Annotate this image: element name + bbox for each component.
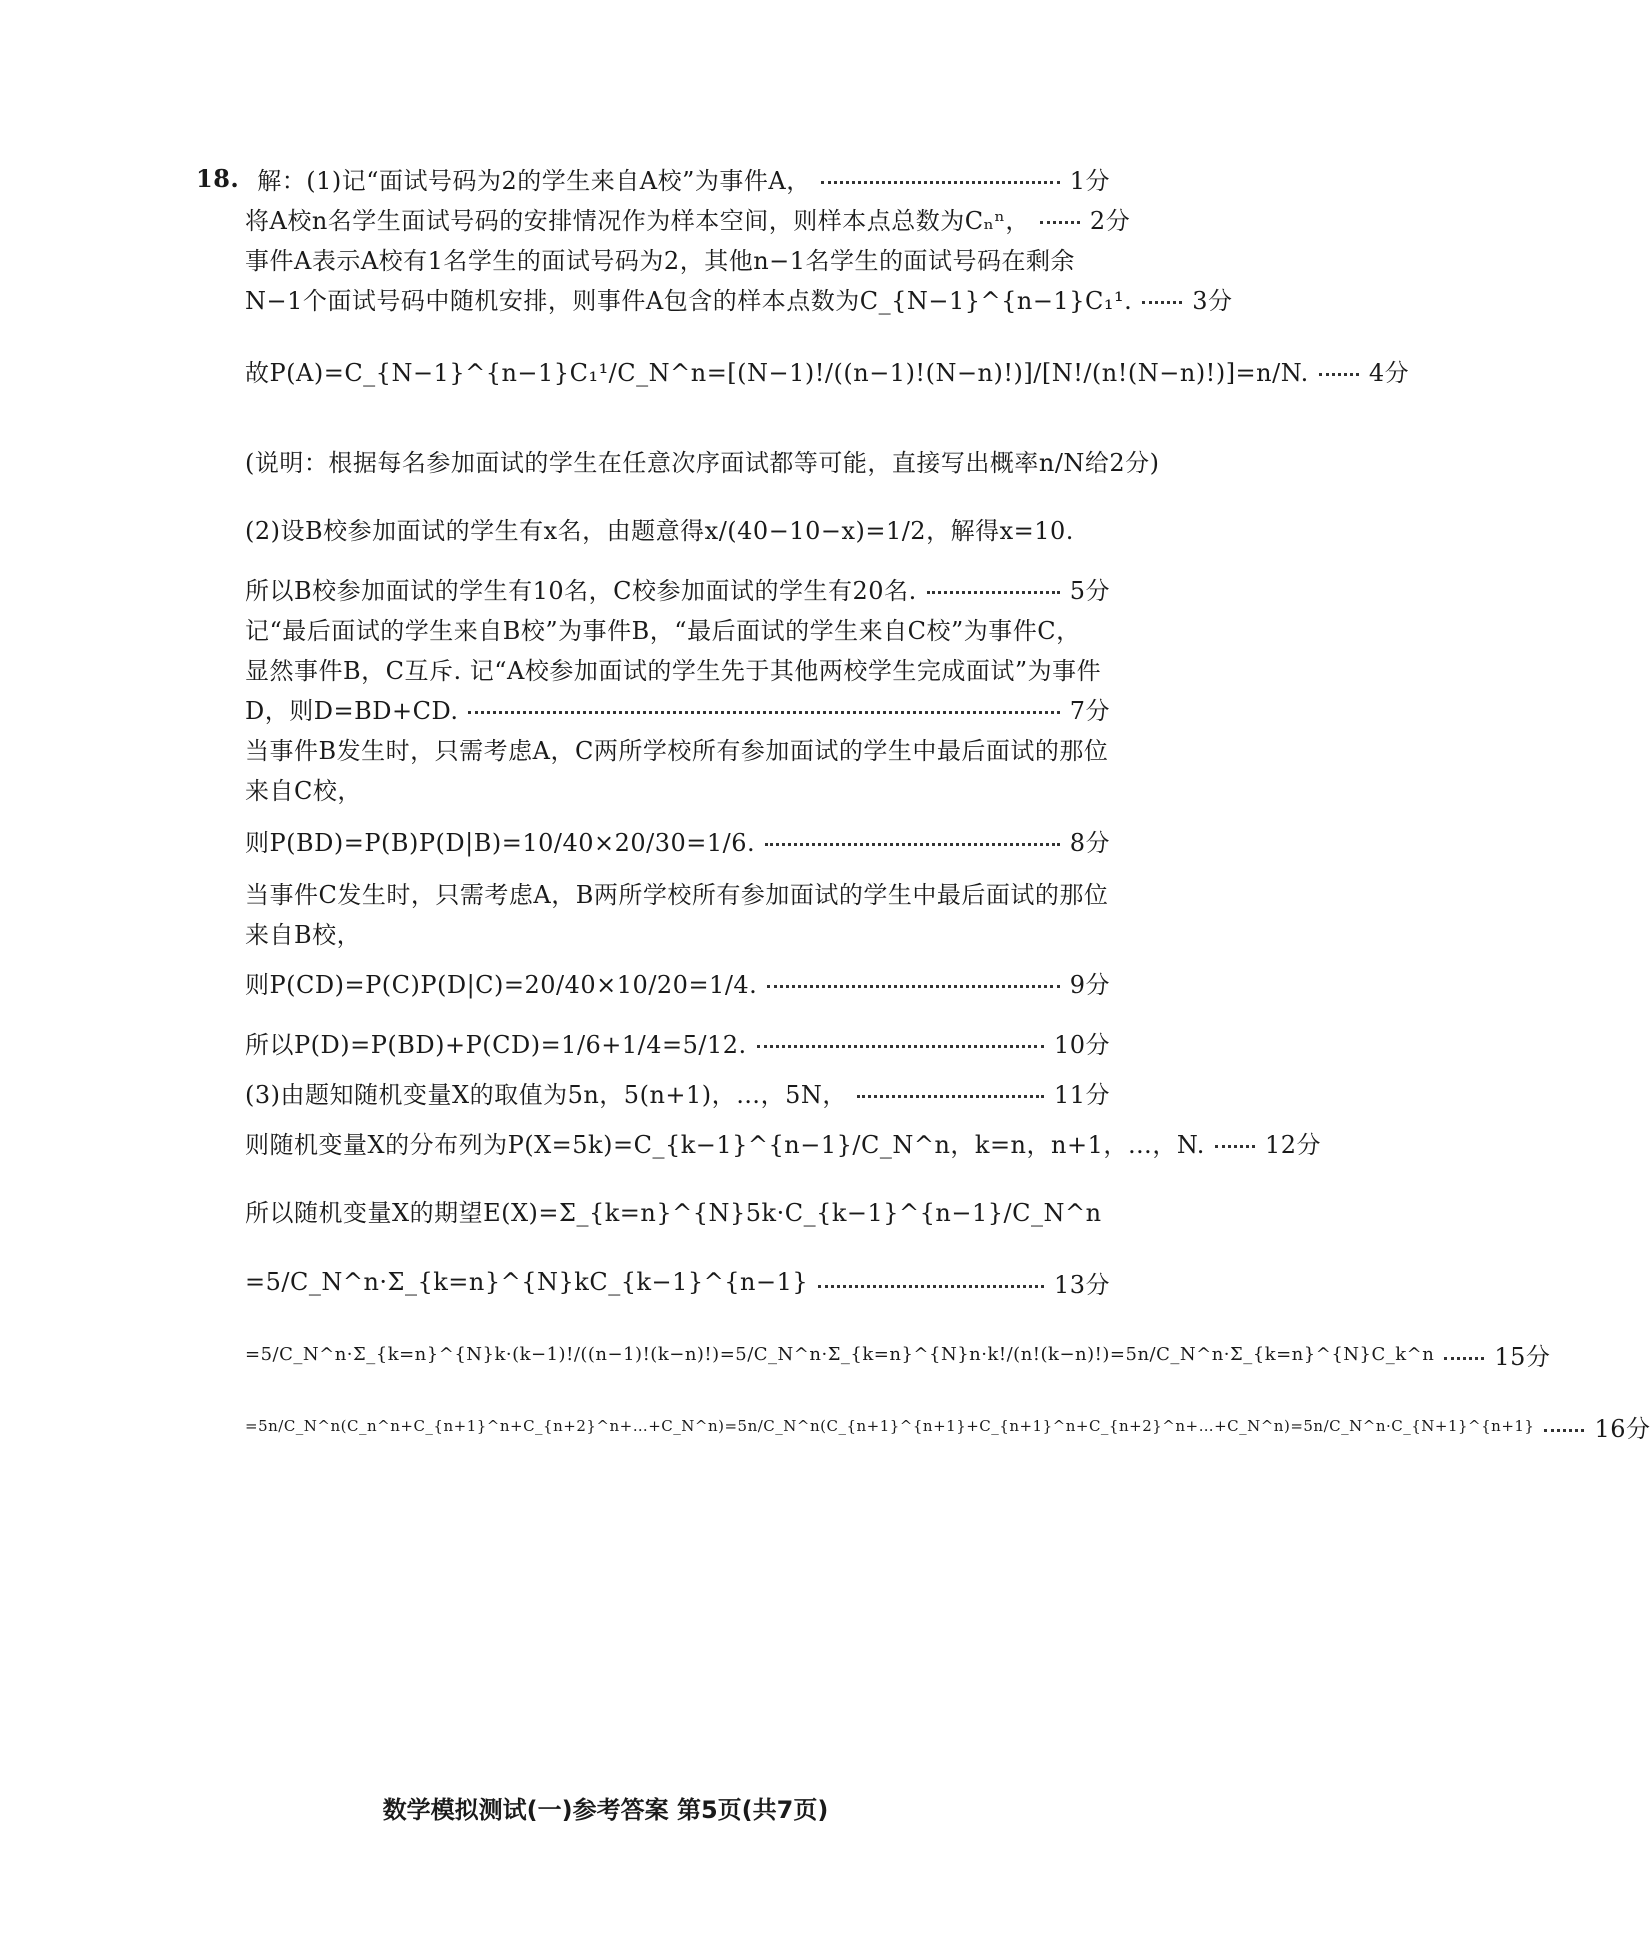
note-line: (说明：根据每名参加面试的学生在任意次序面试都等可能，直接写出概率n/N给2分) bbox=[245, 448, 1160, 477]
problem-number: 18. bbox=[196, 163, 240, 193]
solution-line: 所以B校参加面试的学生有10名，C校参加面试的学生有20名. 5分 bbox=[245, 568, 1110, 608]
score: 7分 bbox=[1069, 696, 1110, 725]
solution-line: N−1个面试号码中随机安排，则事件A包含的样本点数为C_{N−1}^{n−1}C₁¹. 3分 bbox=[245, 278, 1110, 318]
solution-line: 将A校n名学生面试号码的安排情况作为样本空间，则样本点总数为Cₙⁿ， 2分 bbox=[245, 198, 1110, 238]
score: 10分 bbox=[1053, 1030, 1110, 1059]
formula-line: 则P(BD)=P(B)P(D|B)=10/40×20/30=1/6. 8分 bbox=[245, 820, 1110, 860]
score: 5分 bbox=[1069, 576, 1110, 605]
solution-line: 当事件C发生时，只需考虑A，B两所学校所有参加面试的学生中最后面试的那位 bbox=[245, 880, 1109, 909]
solution-line: 来自C校， bbox=[245, 776, 362, 805]
score: 3分 bbox=[1192, 286, 1233, 315]
solution-line: 来自B校， bbox=[245, 920, 362, 949]
solution-line: D，则D=BD+CD. 7分 bbox=[245, 688, 1110, 728]
solution-line: 事件A表示A校有1名学生的面试号码为2，其他n−1名学生的面试号码在剩余 bbox=[245, 246, 1076, 275]
score: 4分 bbox=[1368, 358, 1410, 387]
score: 16分 bbox=[1594, 1414, 1651, 1443]
solution-line: (3)由题知随机变量X的取值为5n，5(n+1)，…，5N， 11分 bbox=[245, 1072, 1110, 1112]
page-footer: 数学模拟测试(一)参考答案 第5页(共7页) bbox=[382, 1796, 829, 1824]
score: 2分 bbox=[1089, 206, 1131, 235]
formula-line: 则P(CD)=P(C)P(D|C)=20/40×10/20=1/4. 9分 bbox=[245, 962, 1110, 1002]
solution-line: 显然事件B，C互斥. 记“A校参加面试的学生先于其他两校学生完成面试”为事件 bbox=[245, 656, 1102, 685]
solution-line: (2)设B校参加面试的学生有x名，由题意得x/(40−10−x)=1/2，解得x=10. bbox=[245, 516, 1074, 545]
formula-line: =5n/C_N^n(C_n^n+C_{n+1}^n+C_{n+2}^n+…+C_N^n)=5n/C_N^n(C_{n+1}^{n+1}+C_{n+1}^n+C_{n+2}^n+…+C_N^n)=5n/C_N^n·C_{N+1}^{n+1} 16分 bbox=[245, 1406, 1110, 1446]
solution-line: 记“最后面试的学生来自B校”为事件B，“最后面试的学生来自C校”为事件C， bbox=[245, 616, 1081, 645]
score: 8分 bbox=[1069, 828, 1110, 857]
solution-line: 18. 解：(1)记“面试号码为2的学生来自A校”为事件A， 1分 bbox=[196, 158, 1110, 198]
score: 13分 bbox=[1053, 1270, 1110, 1299]
score: 12分 bbox=[1264, 1130, 1321, 1159]
formula-line: =5/C_N^n·Σ_{k=n}^{N}k·(k−1)!/((n−1)!(k−n)!)=5/C_N^n·Σ_{k=n}^{N}n·k!/(n!(k−n)!)=5n/C_N^n·Σ_{k=n}^{N}C_k^n 15分 bbox=[245, 1334, 1110, 1374]
formula-line: =5/C_N^n·Σ_{k=n}^{N}kC_{k−1}^{n−1} 13分 bbox=[245, 1262, 1110, 1302]
solution-line: 当事件B发生时，只需考虑A，C两所学校所有参加面试的学生中最后面试的那位 bbox=[245, 736, 1109, 765]
formula-line: 故P(A)=C_{N−1}^{n−1}C₁¹/C_N^n=[(N−1)!/((n−1)!(N−n)!)]/[N!/(n!(N−n)!)]=n/N. 4分 bbox=[245, 350, 1110, 390]
score: 11分 bbox=[1053, 1080, 1110, 1109]
score: 15分 bbox=[1494, 1342, 1551, 1371]
score: 1分 bbox=[1069, 166, 1110, 195]
formula-line: 所以P(D)=P(BD)+P(CD)=1/6+1/4=5/12. 10分 bbox=[245, 1022, 1110, 1062]
formula-line: 则随机变量X的分布列为P(X=5k)=C_{k−1}^{n−1}/C_N^n，k=n，n+1，…，N. 12分 bbox=[245, 1122, 1110, 1162]
formula-line: 所以随机变量X的期望E(X)=Σ_{k=n}^{N}5k·C_{k−1}^{n−1}/C_N^n bbox=[245, 1198, 1102, 1227]
score: 9分 bbox=[1069, 970, 1110, 999]
